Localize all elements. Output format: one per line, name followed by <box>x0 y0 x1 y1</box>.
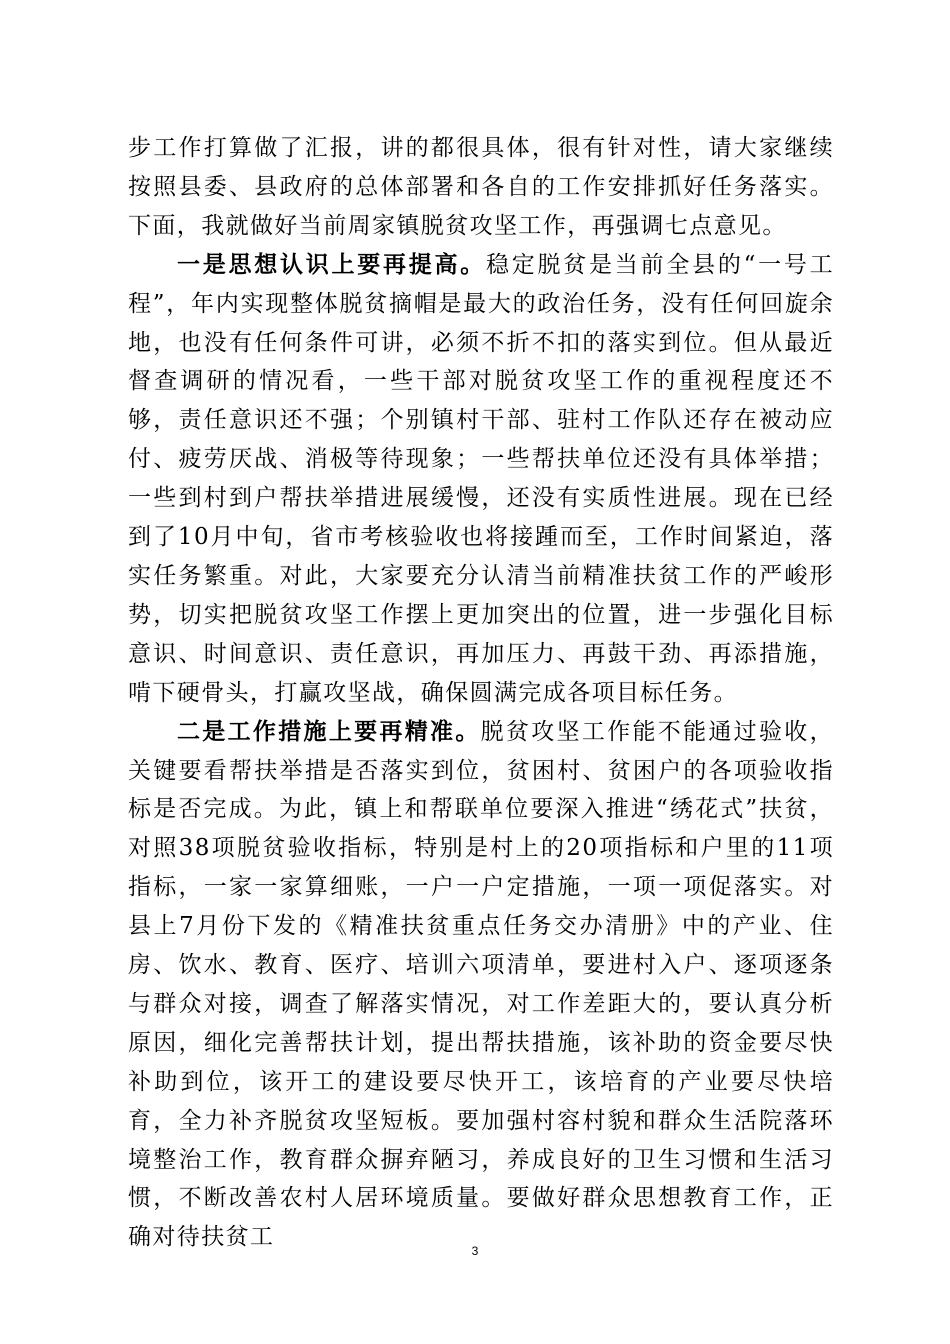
paragraph-point-one <box>128 246 834 713</box>
paragraph-heading: 一是思想认识上要再提高。 <box>177 250 487 278</box>
page-number: 3 <box>471 1244 479 1258</box>
paragraph-continuation <box>128 129 834 246</box>
paragraph-text: 稳定脱贫是当前全县的“一号工程”，年内实现整体脱贫摘帽是最大的政治任务，没有任何回旋余地，也没有任何条件可讲，必须不折不扣的落实到位。但从最近督查调研的情况看，一些干部对脱贫攻坚工作的重视程度还不够，责任意识还不强；个别镇村干部、驻村工作队还存在被动应付、疲劳厌战、消极等待现象；一些帮扶单位还没有具体举措；一些到村到户帮扶举措进展缓慢，还没有实质性进展。现在已经到了10月中旬，省市考核验收也将接踵而至，工作时间紧迫，落实任务繁重。对此，大家要充分认清当前精准扶贫工作的严峻形势，切实把脱贫攻坚工作摆上更加突出的位置，进一步强化目标意识、时间意识、责任意识，再加压力、再鼓干劲、再添措施，啃下硬骨头，打赢攻坚战，确保圆满完成各项目标任务。 <box>128 251 834 706</box>
paragraph-heading: 二是工作措施上要再精准。 <box>177 717 481 745</box>
paragraph-text: 步工作打算做了汇报，讲的都很具体，很有针对性，请大家继续按照县委、县政府的总体部署和各自的工作安排抓好任务落实。下面，我就做好当前周家镇脱贫攻坚工作，再强调七点意见。 <box>128 135 834 239</box>
paragraph-text: 脱贫攻坚工作能不能通过验收，关键要看帮扶举措是否落实到位，贫困村、贫困户的各项验收指标是否完成。为此，镇上和帮联单位要深入推进“绣花式”扶贫，对照38项脱贫验收指标，特别是村上的20项指标和户里的11项指标，一家一家算细账，一户一户定措施，一项一项促落实。对县上7月份下发的《精准扶贫重点任务交办清册》中的产业、住房、饮水、教育、医疗、培训六项清单，要进村入户、逐项逐条与群众对接，调查了解落实情况，对工作差距大的，要认真分析原因，细化完善帮扶计划，提出帮扶措施，该补助的资金要尽快补助到位，该开工的建设要尽快开工，该培育的产业要尽快培育，全力补齐脱贫攻坚短板。要加强村容村貌和群众生活院落环境整治工作，教育群众摒弃陋习，养成良好的卫生习惯和生活习惯，不断改善农村人居环境质量。要做好群众思想教育工作，正确对待扶贫工 <box>128 718 834 1251</box>
body-text <box>128 129 834 1257</box>
paragraph-point-two <box>128 713 834 1258</box>
